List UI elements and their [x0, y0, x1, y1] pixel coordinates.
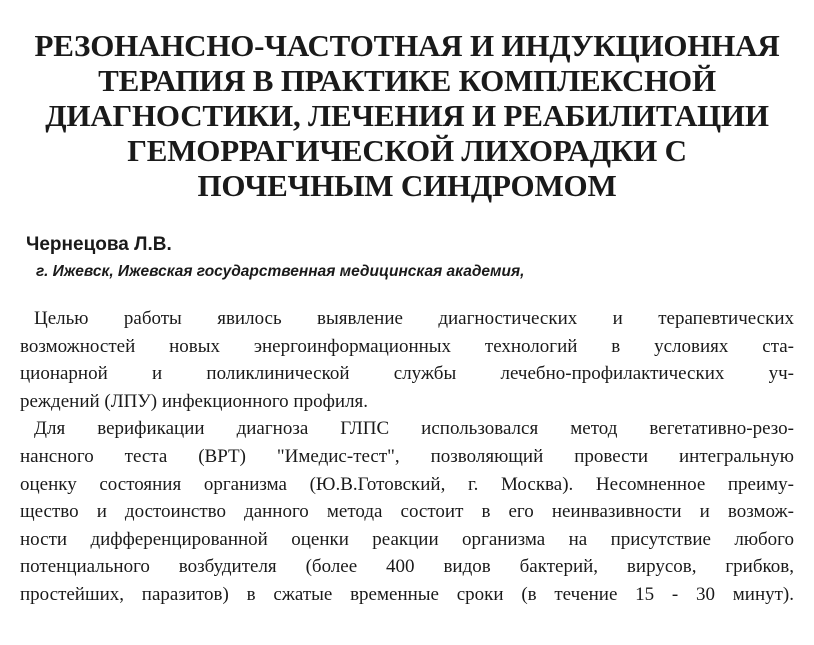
text-line: оценку состояния организма (Ю.В.Готовский, г. Москва). Несомненное преиму-: [20, 473, 794, 495]
author-affiliation: г. Ижевск, Ижевская государственная медицинская академия,: [36, 263, 525, 280]
text-line: реждений (ЛПУ) инфекционного профиля.: [20, 390, 369, 412]
paragraph: [20, 415, 794, 608]
text-line: ности дифференцированной оценки реакции организма на присутствие любого: [20, 528, 794, 550]
paragraph: [20, 305, 794, 415]
title-line: ДИАГНОСТИКИ, ЛЕЧЕНИЯ И РЕАБИЛИТАЦИИ: [45, 98, 769, 133]
text-line: Целью работы явилось выявление диагностических и терапевтических: [34, 308, 794, 329]
title-line: ТЕРАПИЯ В ПРАКТИКЕ КОМПЛЕКСНОЙ: [98, 63, 716, 98]
title-line: ГЕМОРРАГИЧЕСКОЙ ЛИХОРАДКИ С: [127, 133, 687, 168]
text-line: возможностей новых энергоинформационных технологий в условиях ста-: [20, 335, 794, 357]
text-line: щество и достоинство данного метода состоит в его неинвазивности и возмож-: [20, 501, 794, 523]
title-line: РЕЗОНАНСНО-ЧАСТОТНАЯ И ИНДУКЦИОННАЯ: [34, 28, 780, 63]
text-line: потенциального возбудителя (более 400 видов бактерий, вирусов, грибков,: [20, 556, 794, 578]
text-line: ционарной и поликлинической службы лечебно-профилактических уч-: [20, 363, 794, 385]
text-line: нансного теста (ВРТ) "Имедис-тест", позволяющий провести интегральную: [20, 445, 794, 467]
author-name: Чернецова Л.В.: [26, 234, 172, 255]
text-line: простейших, паразитов) в сжатые временные сроки (в течение 15 - 30 минут).: [20, 583, 794, 605]
title-line: ПОЧЕЧНЫМ СИНДРОМОМ: [197, 168, 617, 203]
text-line: Для верификации диагноза ГЛПС использовался метод вегетативно-резо-: [34, 418, 794, 440]
article-title: [20, 28, 794, 203]
article-body: [20, 305, 794, 609]
